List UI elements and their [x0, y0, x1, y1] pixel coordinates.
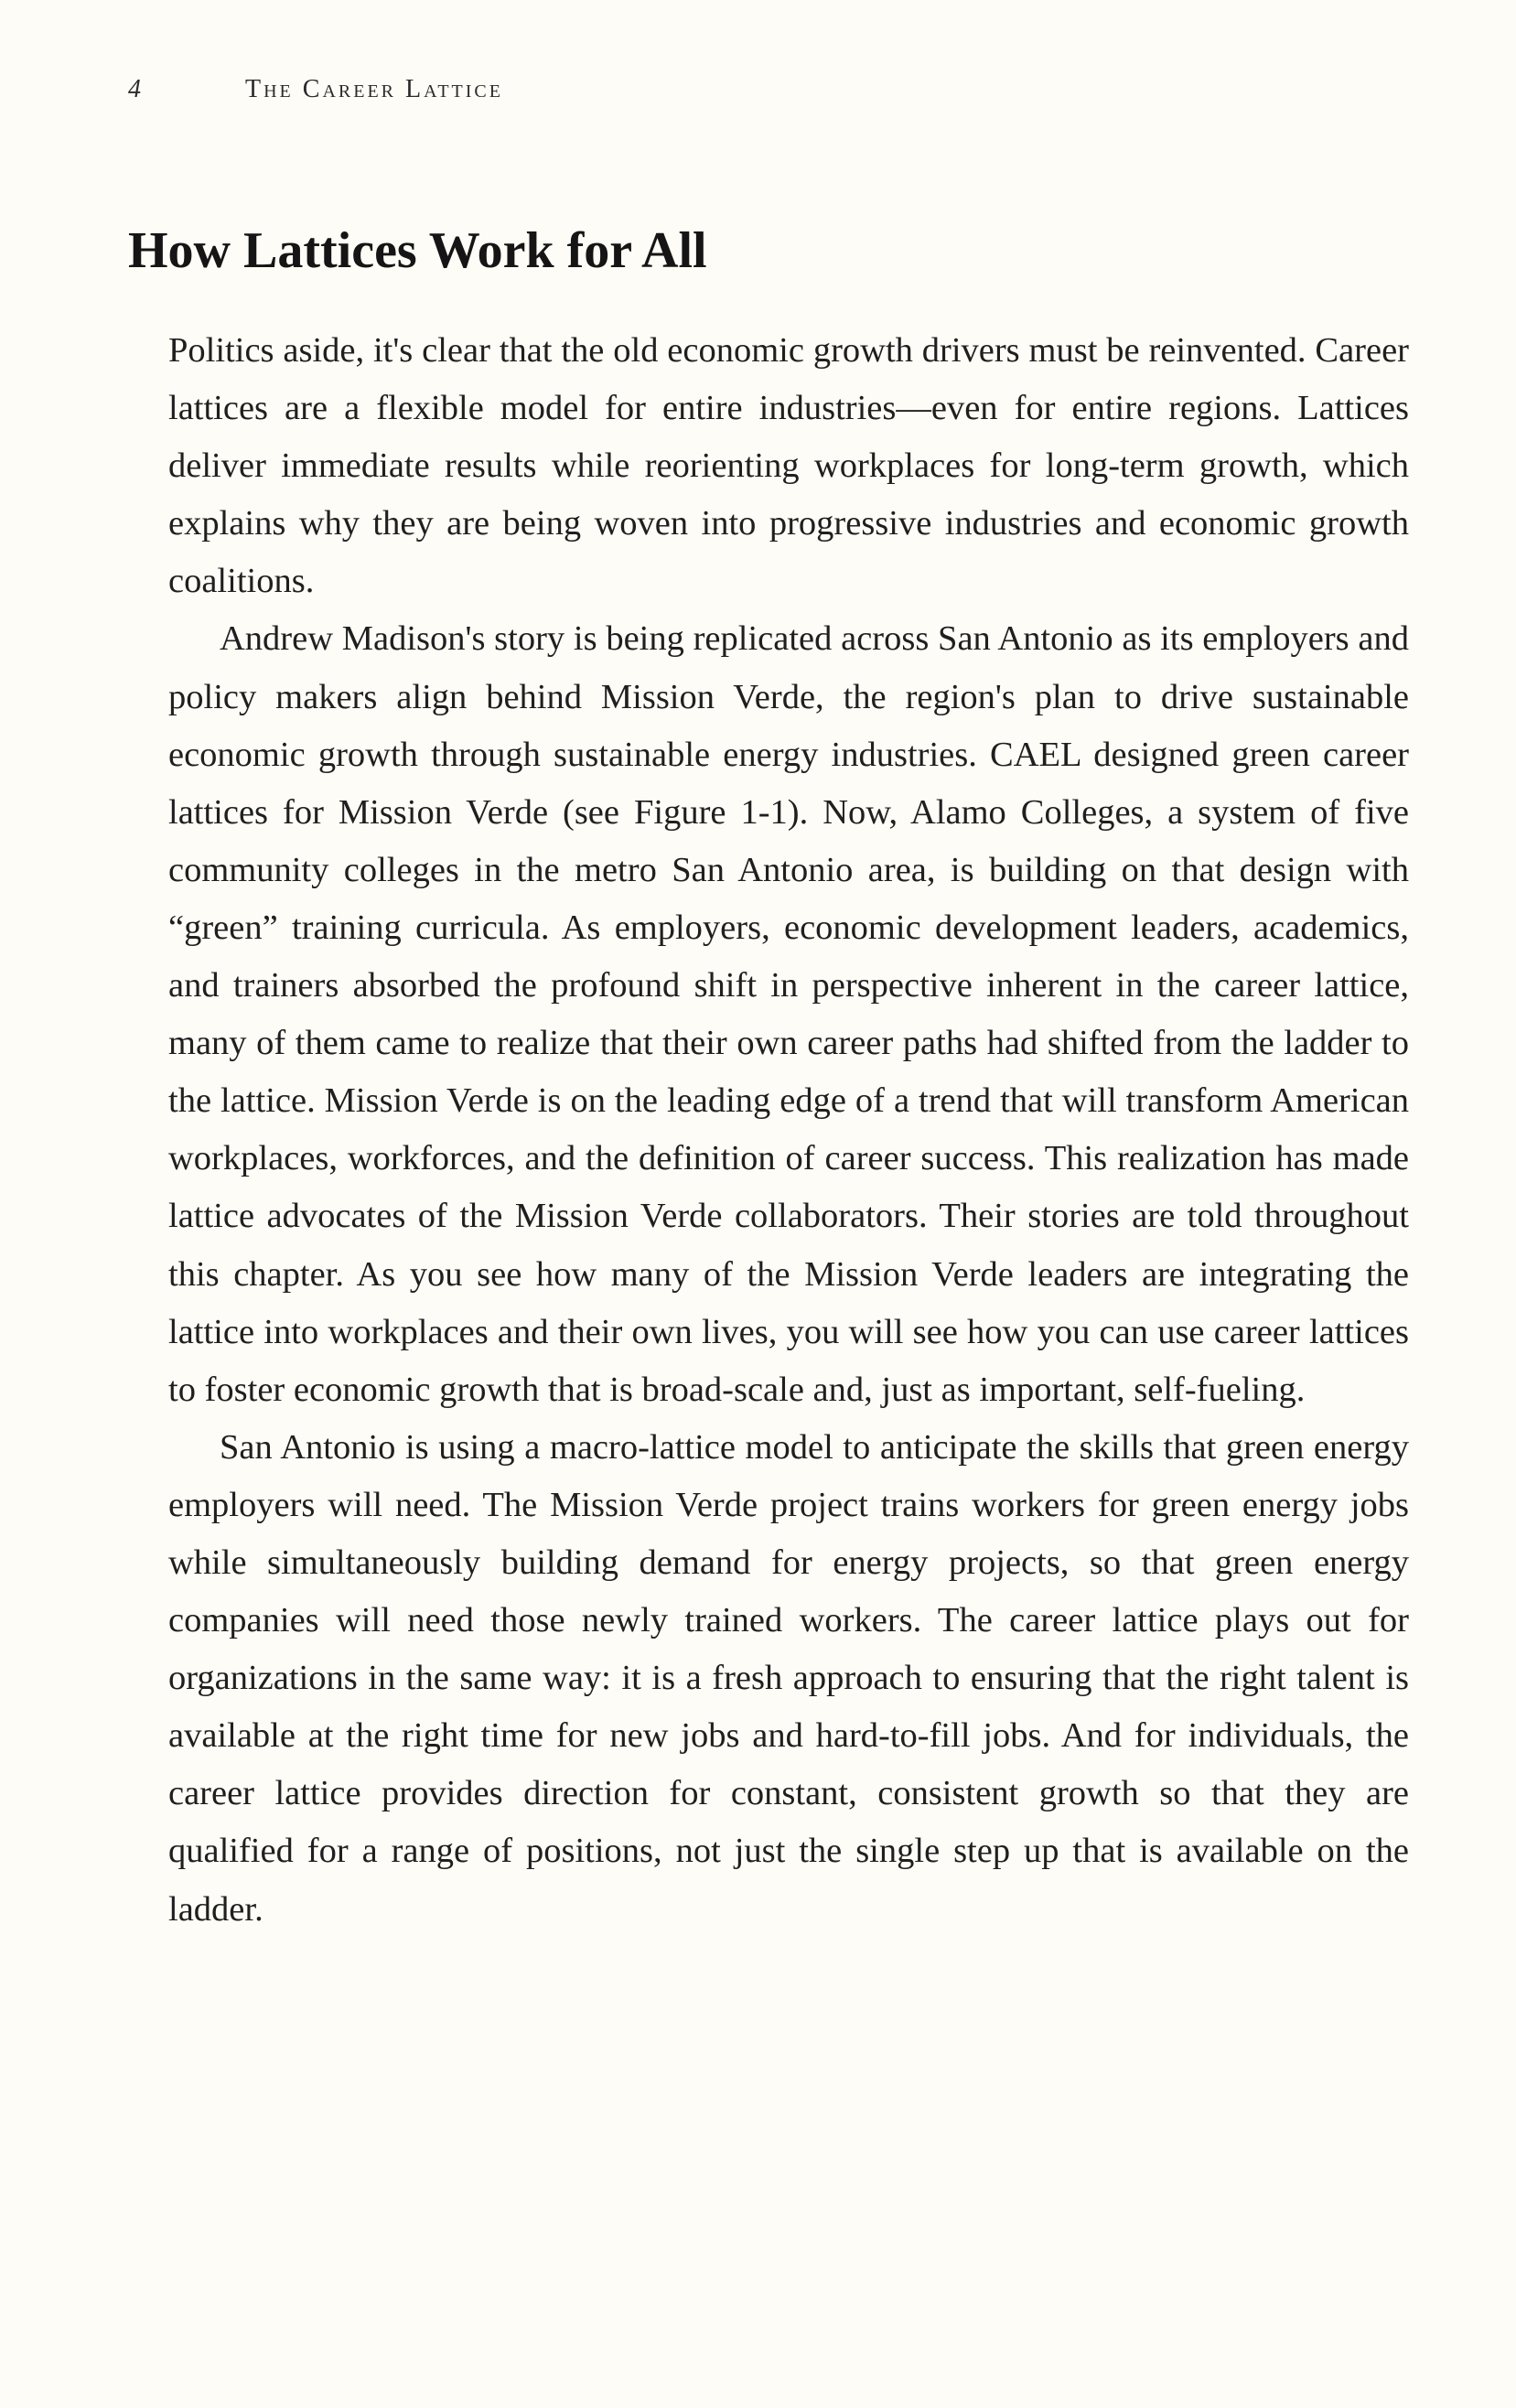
page-number: 4	[128, 75, 141, 103]
paragraph-andrew-madison: Andrew Madison's story is being replicated across San Antonio as its employers and policy makers align behind Mission Verde, the region's plan to drive sustainable economic growth through sustainable energy industries. CAEL designed green career lattices for Mission Verde (see Figure 1-1). Now, Alamo Colleges, a system of five community colleges in the metro San Antonio area, is building on that design with “green” training curricula. As employers, economic development leaders, academics, and trainers absorbed the profound shift in perspective inherent in the career lattice, many of them came to realize that their own career paths had shifted from the ladder to the lattice. Mission Verde is on the leading edge of a trend that will transform American workplaces, workforces, and the definition of career success. This realization has made lattice advocates of the Mission Verde collaborators. Their stories are told throughout this chapter. As you see how many of the Mission Verde leaders are integrating the lattice into workplaces and their own lives, you will see how you can use career lattices to foster economic growth that is broad-scale and, just as important, self-fueling.	[168, 619, 1409, 1409]
running-head	[128, 75, 503, 112]
book-title: The Career Lattice	[245, 75, 503, 103]
paragraph-san-antonio: San Antonio is using a macro-lattice model to anticipate the skills that green energy employers will need. The Mission Verde project trains workers for green energy jobs while simultaneously building demand for energy projects, so that green energy companies will need those newly trained workers. The career lattice plays out for organizations in the same way: it is a fresh approach to ensuring that the right talent is available at the right time for new jobs and hard-to-fill jobs. And for individuals, the career lattice provides direction for constant, consistent growth so that they are qualified for a range of positions, not just the single step up that is available on the ladder.	[168, 1427, 1409, 1929]
section-heading: How Lattices Work for All	[128, 222, 707, 279]
paragraph-politics-aside: Politics aside, it's clear that the old economic growth drivers must be reinvented. Career lattices are a flexible model for entire industries—even for entire regions. Lattices deliver immediate results while reorienting workplaces for long-term growth, which explains why they are being woven into progressive industries and economic growth coalitions.	[168, 331, 1409, 601]
body-text	[168, 322, 1409, 1939]
